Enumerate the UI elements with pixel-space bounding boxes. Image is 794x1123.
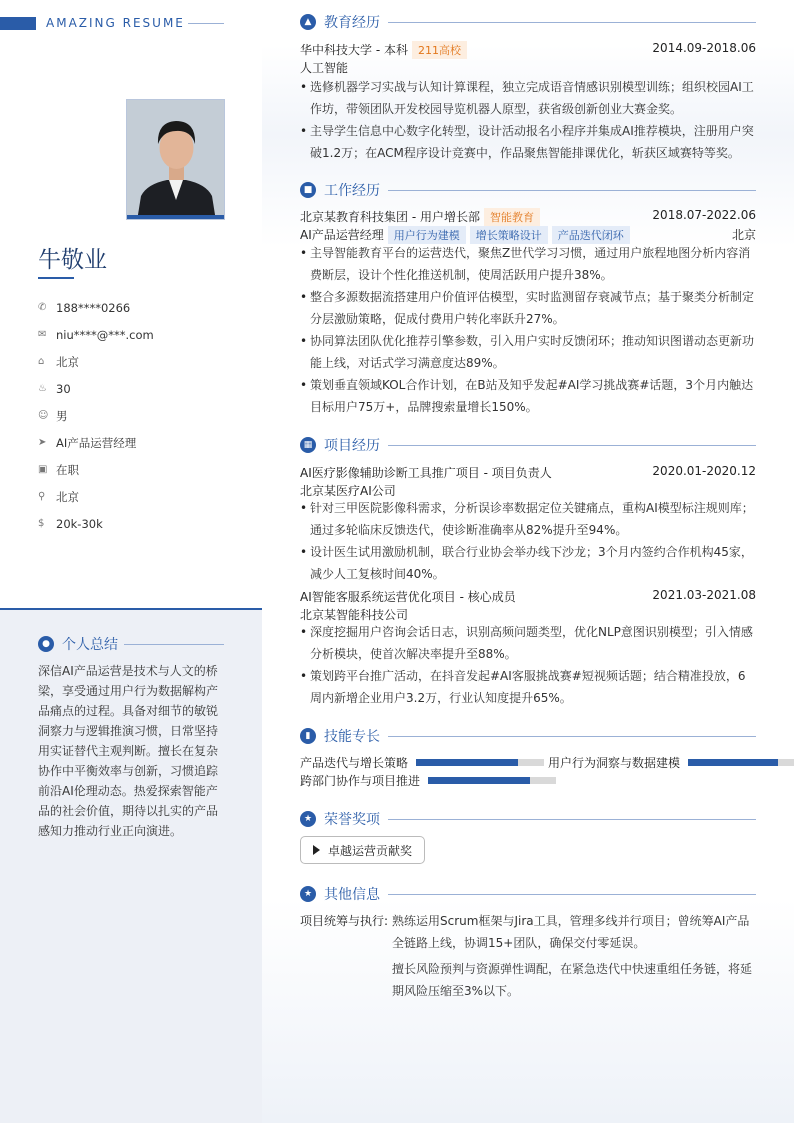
- other-paragraph: 熟练运用Scrum框架与Jira工具，管理多线并行项目；曾统筹AI产品全链路上线，协调15+团队，确保交付零延误。: [392, 914, 750, 950]
- project-bullet: • 深度挖掘用户咨询会话日志，识别高频问题类型，优化NLP意图识别模型；引入情感分析模块，使首次解决率提升至88%。: [300, 621, 756, 665]
- education-title: 教育经历: [324, 15, 380, 31]
- award-item[interactable]: [300, 836, 425, 864]
- skill-name: 跨部门协作与项目推进: [300, 774, 421, 788]
- work-bullet: • 主导智能教育平台的运营迭代，聚焦Z世代学习习惯，通过用户旅程地图分析内容消费断层，设计个性化推送机制，使周活跃用户提升38%。: [300, 242, 756, 286]
- education-divider: [388, 22, 756, 23]
- award-name: 卓越运营贡献奖: [328, 843, 413, 858]
- info-status: ▣ 在职: [38, 462, 79, 477]
- info-salary: $ 20k-30k: [38, 516, 103, 531]
- education-header: [300, 12, 756, 32]
- project-bullet: • 策划跨平台推广活动，在抖音发起#AI客服挑战赛#短视频话题；结合精准投放，6周内新增企业用户3.2万，行业认知度提升65%。: [300, 665, 756, 709]
- education-date: 2014.09-2018.06: [652, 41, 756, 55]
- project-bullet: • 针对三甲医院影像科需求，分析误诊率数据定位关键痛点，重构AI模型标注规则库；通过多轮临床反馈迭代，使诊断准确率从82%提升至94%。: [300, 497, 756, 541]
- info-phone: ✆ 188****0266: [38, 300, 131, 315]
- other-header: [300, 884, 756, 904]
- info-gender: ☺ 男: [38, 408, 68, 423]
- education-tag: 211高校: [412, 41, 467, 59]
- work-industry-tag: 智能教育: [484, 208, 540, 226]
- play-icon: [313, 845, 320, 855]
- work-bullet: • 整合多源数据流搭建用户价值评估模型，实时监测留存衰减节点；基于聚类分析制定分层激励策略，促成付费用户转化率跃升27%。: [300, 286, 756, 330]
- work-bullet: • 策划垂直领域KOL合作计划，在B站及知乎发起#AI学习挑战赛#话题，3个月内触达目标用户75万+，品牌搜索量增长150%。: [300, 374, 756, 418]
- info-icon: ★: [300, 886, 316, 902]
- projects-title: 项目经历: [324, 438, 380, 454]
- work-company: 北京某教育科技集团 - 用户增长部: [300, 210, 480, 224]
- skill-bar-fill: [428, 777, 530, 784]
- brand-divider: [188, 23, 224, 24]
- projects-header: [300, 435, 756, 455]
- profile-photo: [126, 99, 225, 220]
- skills-header: [300, 726, 756, 746]
- other-paragraph: 擅长风险预判与资源弹性调配，在紧急迭代中快速重组任务链，将延期风险压缩至3%以下。: [392, 962, 753, 998]
- user-icon: ●: [38, 636, 54, 652]
- send-icon: ➤: [38, 437, 47, 448]
- summary-divider: [124, 644, 224, 645]
- education-bullet: • 主导学生信息中心数字化转型，设计活动报名小程序并集成AI推荐模块，注册用户突破1.2万；在ACM程序设计竞赛中，作品聚焦智能排课优化，斩获区域赛特等奖。: [300, 120, 756, 164]
- skill-item: [300, 772, 556, 789]
- project-bullet: • 设计医生试用激励机制，联合行业协会举办线下沙龙；3个月内签约合作机构45家，减少人工复核时间40%。: [300, 541, 756, 585]
- skill-name: 用户行为洞察与数据建模: [548, 756, 681, 770]
- work-header: [300, 180, 756, 200]
- education-school-row: [300, 41, 756, 59]
- awards-header: [300, 809, 756, 829]
- info-home: ⌂ 北京: [38, 354, 79, 369]
- brand-title: AMAZING RESUME: [46, 16, 185, 30]
- location-icon: ⚲: [38, 491, 46, 502]
- work-company-row: [300, 208, 756, 226]
- briefcase-icon: ■: [300, 182, 316, 198]
- work-city: 北京: [731, 228, 756, 242]
- work-date: 2018.07-2022.06: [652, 208, 756, 222]
- project-org: 北京某医疗AI公司: [300, 484, 396, 498]
- cake-icon: ♨: [38, 383, 47, 394]
- education-major: 人工智能: [300, 61, 349, 75]
- summary-header: [38, 634, 224, 654]
- awards-divider: [388, 819, 756, 820]
- other-title: 其他信息: [324, 887, 380, 903]
- smile-icon: ☺: [38, 410, 49, 421]
- project-org: 北京某智能科技公司: [300, 608, 409, 622]
- grid-icon: ▦: [300, 437, 316, 453]
- skill-bar: [416, 759, 544, 766]
- name-underline: [38, 277, 74, 279]
- summary-title: 个人总结: [62, 637, 118, 653]
- candidate-name: 牛敬业: [38, 247, 107, 273]
- work-role-tag: 增长策略设计: [470, 226, 548, 244]
- info-email: ✉ niu****@***.com: [38, 327, 154, 342]
- project-name-row: [300, 588, 756, 605]
- work-title: 工作经历: [324, 183, 380, 199]
- education-bullet: • 选修机器学习实战与认知计算课程，独立完成语音情感识别模型训练；组织校园AI工作坊，带领团队开发校园导览机器人原型，获省级创新创业大赛金奖。: [300, 76, 756, 120]
- work-divider: [388, 190, 756, 191]
- education-school: 华中科技大学 - 本科: [300, 43, 408, 57]
- skills-divider: [388, 736, 756, 737]
- project-name: AI智能客服系统运营优化项目 - 核心成员: [300, 590, 516, 604]
- project-name: AI医疗影像辅助诊断工具推广项目 - 项目负责人: [300, 466, 552, 480]
- person-portrait-icon: [127, 100, 225, 220]
- skills-title: 技能专长: [324, 729, 380, 745]
- home-icon: ⌂: [38, 356, 45, 367]
- work-bullet: • 协同算法团队优化推荐引擎参数，引入用户实时反馈闭环；推动知识图谱动态更新功能上线，对话式学习满意度达89%。: [300, 330, 756, 374]
- summary-text: 深信AI产品运营是技术与人文的桥梁，享受通过用户行为数据解构产品痛点的过程。具备对细节的敏锐洞察力与逻辑推演习惯，日常坚持用实证替代主观判断。擅长在复杂协作中平衡效率与创新，习惯追踪前沿AI伦理动态。热爱探索智能产品的社会价值，期待以扎实的产品感知力推动行业正向演进。: [38, 664, 219, 838]
- awards-title: 荣誉奖项: [324, 812, 380, 828]
- info-age: ♨ 30: [38, 381, 71, 396]
- info-target-role: ➤ AI产品运营经理: [38, 435, 137, 450]
- phone-icon: ✆: [38, 302, 47, 313]
- skill-bar-fill: [688, 759, 778, 766]
- project-name-row: [300, 464, 756, 481]
- other-label: 项目统筹与执行:: [300, 914, 389, 928]
- money-icon: $: [38, 518, 45, 529]
- graduation-cap-icon: ▲: [300, 14, 316, 30]
- briefcase-icon: ▣: [38, 464, 48, 475]
- project-date: 2021.03-2021.08: [652, 588, 756, 602]
- sidebar: [0, 0, 262, 1123]
- work-role-tag: 用户行为建模: [388, 226, 466, 244]
- trophy-icon: ★: [300, 811, 316, 827]
- skill-item: [548, 754, 794, 771]
- projects-divider: [388, 445, 756, 446]
- skill-item: [300, 754, 544, 771]
- contact-info-list: [38, 294, 238, 537]
- other-divider: [388, 894, 756, 895]
- email-icon: ✉: [38, 329, 47, 340]
- work-role-tag: 产品迭代闭环: [552, 226, 630, 244]
- skill-name: 产品迭代与增长策略: [300, 756, 409, 770]
- skill-bar-fill: [416, 759, 518, 766]
- skill-bar: [428, 777, 556, 784]
- info-location: ⚲ 北京: [38, 489, 79, 504]
- skill-bar: [688, 759, 794, 766]
- brand-block: [0, 17, 36, 30]
- work-role: AI产品运营经理: [300, 228, 384, 242]
- bar-chart-icon: ▮: [300, 728, 316, 744]
- project-date: 2020.01-2020.12: [652, 464, 756, 478]
